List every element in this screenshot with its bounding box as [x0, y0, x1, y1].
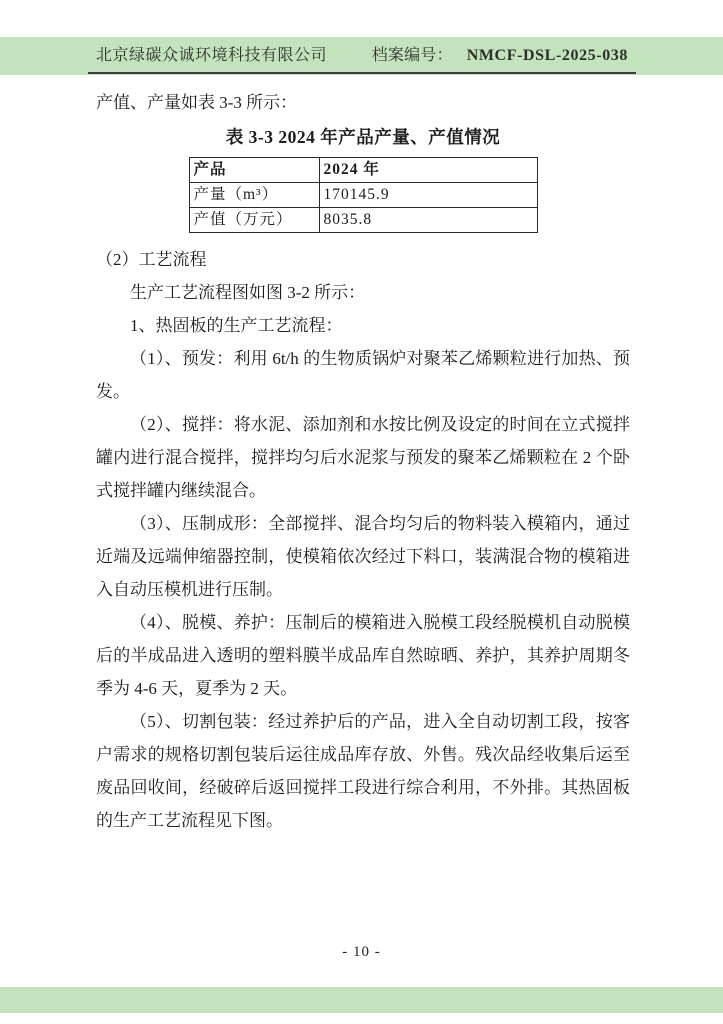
header-rule: [88, 72, 636, 74]
row-label-output: 产量（m³）: [189, 183, 319, 208]
page-header: [88, 42, 636, 72]
table-row: [189, 183, 537, 208]
table-header-row: [189, 158, 537, 183]
col-header-product: 产品: [189, 158, 319, 183]
archive-number-group: [372, 42, 628, 65]
table-title: 表 3-3 2024 年产品产量、产值情况: [225, 127, 501, 147]
paragraph-step-4: （4）、脱模、养护：压制后的模箱进入脱模工段经脱模机自动脱模后的半成品进入透明的塑料膜半成品库自然晾晒、养护，其养护周期冬季为 4-6 天，夏季为 2 天。: [96, 613, 630, 698]
document-body: [96, 86, 630, 837]
archive-number: NMCF-DSL-2025-038: [466, 47, 628, 64]
production-table: [189, 157, 538, 233]
paragraph-step-2: （2）、搅拌：将水泥、添加剂和水按比例及设定的时间在立式搅拌罐内进行混合搅拌，搅拌均匀后水泥浆与预发的聚苯乙烯颗粒在 2 个卧式搅拌罐内继续混合。: [96, 415, 630, 500]
footer-highlight-band: [0, 987, 723, 1013]
row-label-value: 产值（万元）: [189, 208, 319, 233]
page-number: - 10 -: [342, 944, 381, 960]
intro-paragraph: 产值、产量如表 3-3 所示：: [96, 93, 298, 112]
archive-label: 档案编号：: [371, 47, 453, 64]
table-row: [189, 208, 537, 233]
row-value-value: 8035.8: [319, 208, 537, 233]
paragraph-step-5: （5）、切割包装：经过养护后的产品，进入全自动切割工段，按客户需求的规格切割包装后运往成品库存放、外售。残次品经收集后运至废品回收间，经破碎后返回搅拌工段进行综合利用，不外排。其热固板的生产工艺流程见下图。: [96, 712, 630, 830]
company-name: 北京绿碳众诚环境科技有限公司: [96, 47, 328, 64]
col-header-year: 2024 年: [319, 158, 537, 183]
section-heading-process: （2）工艺流程: [96, 250, 207, 269]
row-value-output: 170145.9: [319, 183, 537, 208]
paragraph-flow-intro: 生产工艺流程图如图 3-2 所示：: [130, 283, 366, 302]
paragraph-step-3: （3）、压制成形：全部搅拌、混合均匀后的物料装入模箱内，通过近端及远端伸缩器控制，使模箱依次经过下料口，装满混合物的模箱进入自动压模机进行压制。: [96, 514, 630, 599]
paragraph-step-1: （1）、预发：利用 6t/h 的生物质锅炉对聚苯乙烯颗粒进行加热、预发。: [96, 349, 630, 401]
paragraph-board-heading: 1、热固板的生产工艺流程：: [130, 316, 343, 335]
